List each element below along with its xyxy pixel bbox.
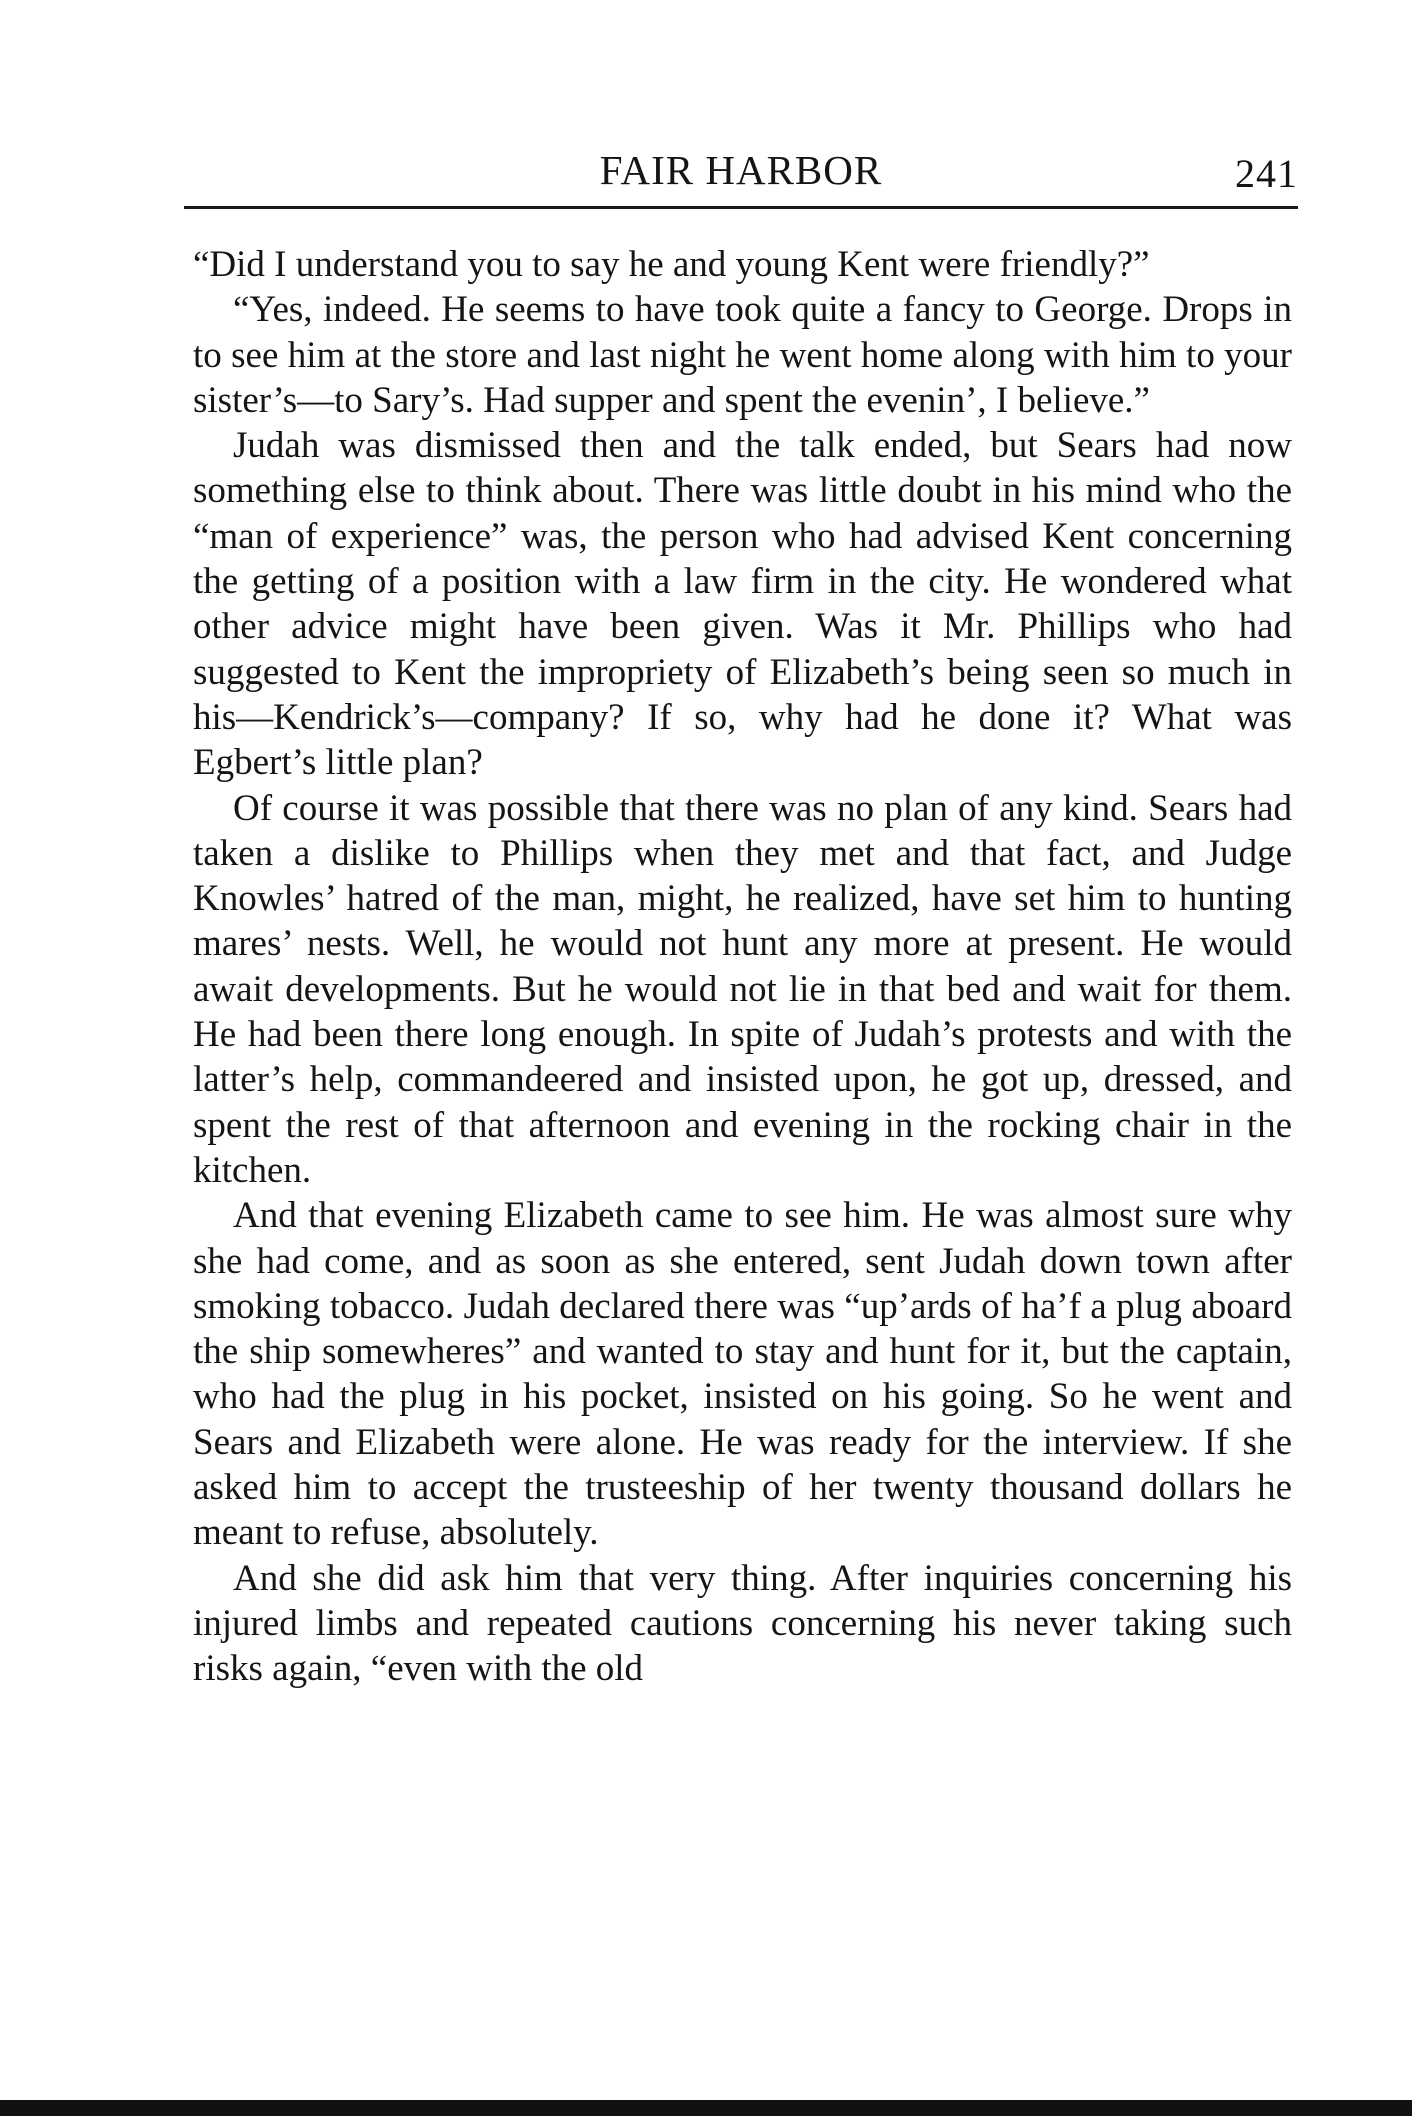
paragraph-1: “Did I understand you to say he and young Kent were friendly?” <box>193 244 1150 285</box>
scan-bottom-edge <box>0 2100 1412 2116</box>
paragraph-6: And she did ask him that very thing. After inquiries concerning his injured limbs and repeated cautions concerning his never taking such risks again, “even with the old <box>193 1557 1292 1690</box>
running-head <box>184 140 1298 200</box>
paragraph-5: And that evening Elizabeth came to see him. He was almost sure why she had come, and as soon as she entered, sent Judah down town after smoking tobacco. Judah declared there was “up’ards of ha’f a plug aboard the ship somewheres” and wanted to stay and hunt for it, but the captain, who had the plug in his pocket, insisted on his going. So he went and Sears and Elizabeth were alone. He was ready for the interview. If she asked him to accept the trusteeship of her twenty thousand dollars he meant to refuse, absolutely. <box>193 1195 1292 1554</box>
paragraph-4: Of course it was possible that there was no plan of any kind. Sears had taken a dislike to Phillips when they met and that fact, and Judge Knowles’ hatred of the man, might, he realized, have set him to hunting mares’ nests. Well, he would not hunt any more at present. He would await developments. But he would not lie in that bed and wait for them. He had been there long enough. In spite of Judah’s protests and with the latter’s help, commandeered and insisted upon, he got up, dressed, and spent the rest of that afternoon and evening in the rocking chair in the kitchen. <box>193 787 1292 1191</box>
page-number: 241 <box>1235 151 1298 196</box>
paragraph-2: “Yes, indeed. He seems to have took quite a fancy to George. Drops in to see him at the store and last night he went home along with him to your sister’s—to Sary’s. Had supper and spent the evenin’, I believe.” <box>193 289 1292 421</box>
paragraph-3: Judah was dismissed then and the talk ended, but Sears had now something else to think about. There was little doubt in his mind who the “man of experience” was, the person who had advised Kent concerning the getting of a position with a law firm in the city. He wondered what other advice might have been given. Was it Mr. Phillips who had suggested to Kent the impropriety of Elizabeth’s being seen so much in his—Kendrick’s—company? If so, why had he done it? What was Egbert’s little plan? <box>193 425 1292 784</box>
running-title: FAIR HARBOR <box>599 147 883 193</box>
header-rule <box>184 206 1298 209</box>
body-text <box>193 242 1292 1692</box>
